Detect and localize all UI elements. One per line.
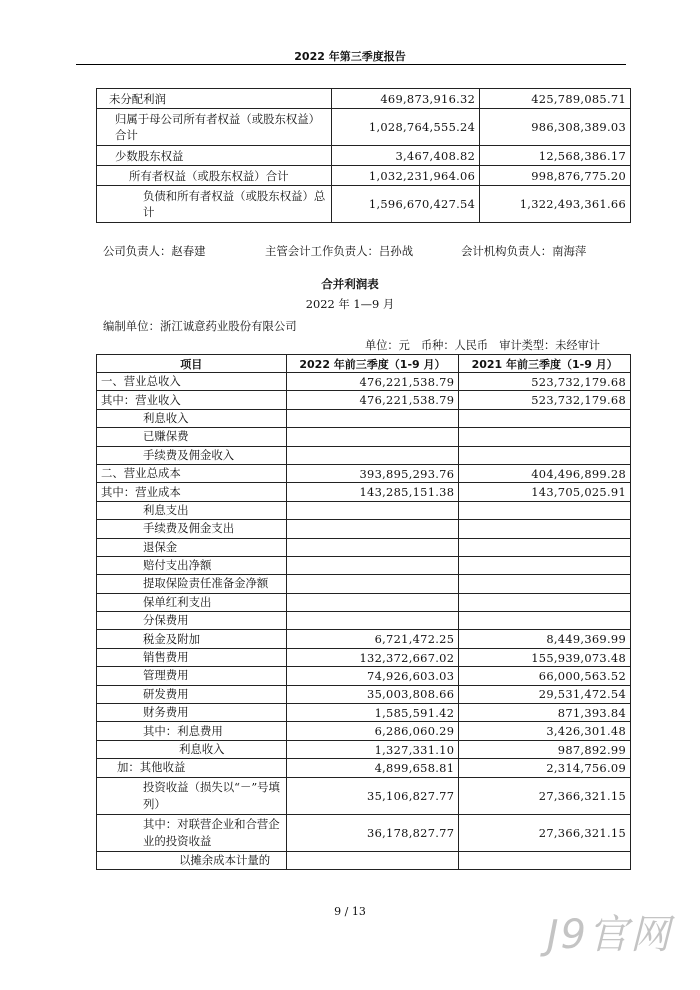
row-value-current: 4,899,658.81	[286, 759, 459, 777]
table-row	[97, 146, 631, 166]
row-value-prior: 425,789,085.71	[480, 89, 631, 109]
row-value-current	[286, 520, 459, 538]
row-value-current	[286, 556, 459, 574]
table-row	[97, 575, 631, 593]
row-value-prior	[459, 409, 631, 427]
row-label: 以摊余成本计量的	[97, 851, 287, 869]
row-label: 未分配利润	[97, 89, 332, 109]
header-divider	[76, 64, 626, 65]
column-header-2021: 2021 年前三季度（1-9 月）	[459, 355, 631, 373]
accounting-head-signature: 会计机构负责人：南海萍	[461, 244, 587, 258]
row-label: 所有者权益（或股东权益）合计	[97, 166, 332, 186]
table-row	[97, 814, 631, 851]
table-row	[97, 538, 631, 556]
table-row	[97, 464, 631, 482]
row-value-current: 1,028,764,555.24	[332, 109, 480, 146]
row-value-prior: 523,732,179.68	[459, 373, 631, 391]
row-label: 税金及附加	[97, 630, 287, 648]
chief-accountant-signature: 主管会计工作负责人：吕孙战	[265, 244, 414, 258]
row-value-prior: 27,366,321.15	[459, 777, 631, 814]
row-label: 其中：利息费用	[97, 722, 287, 740]
unit-currency-audit-line: 单位：元 币种：人民币 审计类型：未经审计	[365, 339, 600, 352]
row-label: 投资收益（损失以“－”号填列）	[97, 777, 287, 814]
table-row	[97, 777, 631, 814]
row-value-prior: 404,496,899.28	[459, 464, 631, 482]
row-value-current	[286, 593, 459, 611]
row-value-current: 476,221,538.79	[286, 391, 459, 409]
row-value-current	[286, 575, 459, 593]
balance-sheet-continued-table	[96, 88, 631, 223]
row-label: 销售费用	[97, 648, 287, 666]
row-value-prior	[459, 501, 631, 519]
income-statement-table	[96, 354, 631, 870]
column-header-2022: 2022 年前三季度（1-9 月）	[286, 355, 459, 373]
table-row	[97, 166, 631, 186]
row-label: 其中：营业成本	[97, 483, 287, 501]
row-label: 少数股东权益	[97, 146, 332, 166]
row-value-prior: 1,322,493,361.66	[480, 186, 631, 223]
row-value-prior	[459, 520, 631, 538]
table-row	[97, 391, 631, 409]
row-label: 二、营业总成本	[97, 464, 287, 482]
row-value-prior	[459, 612, 631, 630]
table-row	[97, 704, 631, 722]
row-value-current	[286, 538, 459, 556]
column-header-item: 项目	[97, 355, 287, 373]
table-row	[97, 409, 631, 427]
row-label: 加：其他收益	[97, 759, 287, 777]
row-label: 其中：营业收入	[97, 391, 287, 409]
table-header-row	[97, 355, 631, 373]
signature-line	[103, 243, 643, 259]
row-label: 利息支出	[97, 501, 287, 519]
table-row	[97, 501, 631, 519]
table-row	[97, 648, 631, 666]
row-label: 财务费用	[97, 704, 287, 722]
table-row	[97, 373, 631, 391]
row-label: 手续费及佣金支出	[97, 520, 287, 538]
row-label: 提取保险责任准备金净额	[97, 575, 287, 593]
row-value-prior: 2,314,756.09	[459, 759, 631, 777]
table-row	[97, 89, 631, 109]
row-value-prior: 143,705,025.91	[459, 483, 631, 501]
row-value-prior: 523,732,179.68	[459, 391, 631, 409]
row-label: 保单红利支出	[97, 593, 287, 611]
row-value-current	[286, 612, 459, 630]
row-value-current: 35,003,808.66	[286, 685, 459, 703]
row-label: 归属于母公司所有者权益（或股东权益）合计	[97, 109, 332, 146]
row-value-current: 74,926,603.03	[286, 667, 459, 685]
row-value-current: 132,372,667.02	[286, 648, 459, 666]
table-row	[97, 740, 631, 758]
row-value-current	[286, 501, 459, 519]
row-value-current	[286, 446, 459, 464]
row-value-prior	[459, 851, 631, 869]
row-value-current: 476,221,538.79	[286, 373, 459, 391]
table-row	[97, 630, 631, 648]
row-label: 退保金	[97, 538, 287, 556]
row-value-prior: 986,308,389.03	[480, 109, 631, 146]
row-label: 管理费用	[97, 667, 287, 685]
row-label: 赔付支出净额	[97, 556, 287, 574]
company-head-signature: 公司负责人：赵春建	[103, 244, 206, 258]
row-value-current	[286, 409, 459, 427]
row-value-current: 1,327,331.10	[286, 740, 459, 758]
row-label: 一、营业总收入	[97, 373, 287, 391]
table-row	[97, 446, 631, 464]
table-row	[97, 759, 631, 777]
row-label: 手续费及佣金收入	[97, 446, 287, 464]
row-value-current: 3,467,408.82	[332, 146, 480, 166]
row-label: 其中：对联营企业和合营企业的投资收益	[97, 814, 287, 851]
table-row	[97, 685, 631, 703]
row-value-prior: 987,892.99	[459, 740, 631, 758]
row-value-current: 1,032,231,964.06	[332, 166, 480, 186]
statement-period: 2022 年 1—9 月	[305, 297, 395, 311]
row-label: 已赚保费	[97, 428, 287, 446]
row-value-prior	[459, 538, 631, 556]
row-value-prior: 998,876,775.20	[480, 166, 631, 186]
row-label: 分保费用	[97, 612, 287, 630]
report-header-title: 2022 年第三季度报告	[294, 50, 406, 63]
row-label: 研发费用	[97, 685, 287, 703]
row-value-prior: 3,426,301.48	[459, 722, 631, 740]
row-value-prior	[459, 446, 631, 464]
row-label: 利息收入	[97, 409, 287, 427]
table-row	[97, 520, 631, 538]
row-value-prior	[459, 575, 631, 593]
row-value-prior: 27,366,321.15	[459, 814, 631, 851]
table-row	[97, 593, 631, 611]
row-value-current: 1,585,591.42	[286, 704, 459, 722]
row-value-current	[286, 851, 459, 869]
table-row	[97, 612, 631, 630]
row-value-current: 393,895,293.76	[286, 464, 459, 482]
row-value-prior	[459, 593, 631, 611]
row-value-current: 1,596,670,427.54	[332, 186, 480, 223]
row-value-prior: 66,000,563.52	[459, 667, 631, 685]
row-value-prior	[459, 556, 631, 574]
row-value-prior: 29,531,472.54	[459, 685, 631, 703]
row-label: 负债和所有者权益（或股东权益）总计	[97, 186, 332, 223]
row-value-current: 6,721,472.25	[286, 630, 459, 648]
row-label: 利息收入	[97, 740, 287, 758]
table-row	[97, 722, 631, 740]
table-row	[97, 667, 631, 685]
table-row	[97, 428, 631, 446]
preparer-company: 编制单位：浙江诚意药业股份有限公司	[103, 319, 297, 333]
row-value-current: 36,178,827.77	[286, 814, 459, 851]
table-row	[97, 556, 631, 574]
row-value-prior: 155,939,073.48	[459, 648, 631, 666]
row-value-current: 469,873,916.32	[332, 89, 480, 109]
row-value-prior	[459, 428, 631, 446]
row-value-current: 35,106,827.77	[286, 777, 459, 814]
table-row	[97, 851, 631, 869]
page-number: 9 / 13	[334, 905, 366, 918]
row-value-prior: 8,449,369.99	[459, 630, 631, 648]
row-value-current: 6,286,060.29	[286, 722, 459, 740]
row-value-prior: 871,393.84	[459, 704, 631, 722]
row-value-current	[286, 428, 459, 446]
statement-title: 合并利润表	[321, 277, 379, 291]
table-row	[97, 186, 631, 223]
row-value-current: 143,285,151.38	[286, 483, 459, 501]
watermark-logo: J9官网	[546, 912, 672, 958]
table-row	[97, 483, 631, 501]
row-value-prior: 12,568,386.17	[480, 146, 631, 166]
table-row	[97, 109, 631, 146]
